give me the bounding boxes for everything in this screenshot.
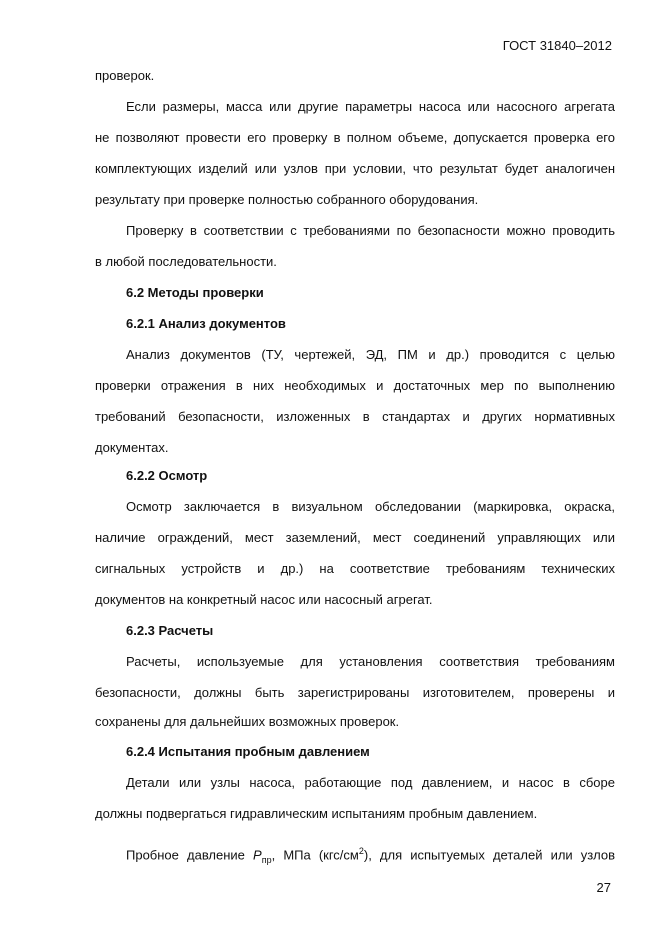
text-line: Осмотр заключается в визуальном обследовании (маркировка, окраска, <box>126 499 615 514</box>
text-line: Анализ документов (ТУ, чертежей, ЭД, ПМ и др.) проводится с целью <box>126 347 615 362</box>
section-heading: 6.2.3 Расчеты <box>126 623 214 638</box>
text-line: сигнальных устройств и др.) на соответствие требованиям технических <box>95 561 615 576</box>
text-line: Детали или узлы насоса, работающие под давлением, и насос в сборе <box>126 775 615 790</box>
text-fragment: , МПа (кгс/см <box>271 847 359 863</box>
text-line: комплектующих изделий или узлов при условии, что результат будет аналогичен <box>95 161 615 176</box>
section-heading: 6.2.2 Осмотр <box>126 468 208 483</box>
text-line: Проверку в соответствии с требованиями по безопасности можно проводить <box>126 223 615 238</box>
text-line: результату при проверке полностью собранного оборудования. <box>95 192 479 207</box>
formula-line <box>126 843 615 868</box>
section-heading: 6.2 Методы проверки <box>126 285 264 300</box>
page-number: 27 <box>596 880 611 895</box>
text-line: Расчеты, используемые для установления соответствия требованиям <box>126 654 615 669</box>
text-line: документах. <box>95 440 169 455</box>
text-line: должны подвергаться гидравлическим испытаниям пробным давлением. <box>95 806 538 821</box>
unit-superscript: 2 <box>358 846 364 856</box>
text-line: сохранены для дальнейших возможных проверок. <box>95 714 400 729</box>
text-line: проверок. <box>95 68 155 83</box>
text-line: проверки отражения в них необходимых и достаточных мер по выполнению <box>95 378 615 393</box>
text-fragment: Пробное давление <box>126 847 254 863</box>
pressure-subscript: пр <box>261 854 272 865</box>
text-line: требований безопасности, изложенных в стандартах и других нормативных <box>95 409 615 424</box>
text-line: Если размеры, масса или другие параметры насоса или насосного агрегата <box>126 99 615 114</box>
text-line: не позволяют провести его проверку в полном объеме, допускается проверка его <box>95 130 615 145</box>
text-line: наличие ограждений, мест заземлений, мест соединений управляющих или <box>95 530 615 545</box>
text-line: документов на конкретный насос или насосный агрегат. <box>95 592 433 607</box>
text-line: в любой последовательности. <box>95 254 277 269</box>
section-heading: 6.2.1 Анализ документов <box>126 316 286 331</box>
document-header-standard: ГОСТ 31840–2012 <box>502 38 612 53</box>
section-heading: 6.2.4 Испытания пробным давлением <box>126 744 370 759</box>
text-fragment: ), для испытуемых деталей или узлов <box>363 847 615 863</box>
text-line: безопасности, должны быть зарегистрированы изготовителем, проверены и <box>95 685 615 700</box>
pressure-symbol: P <box>253 847 262 863</box>
